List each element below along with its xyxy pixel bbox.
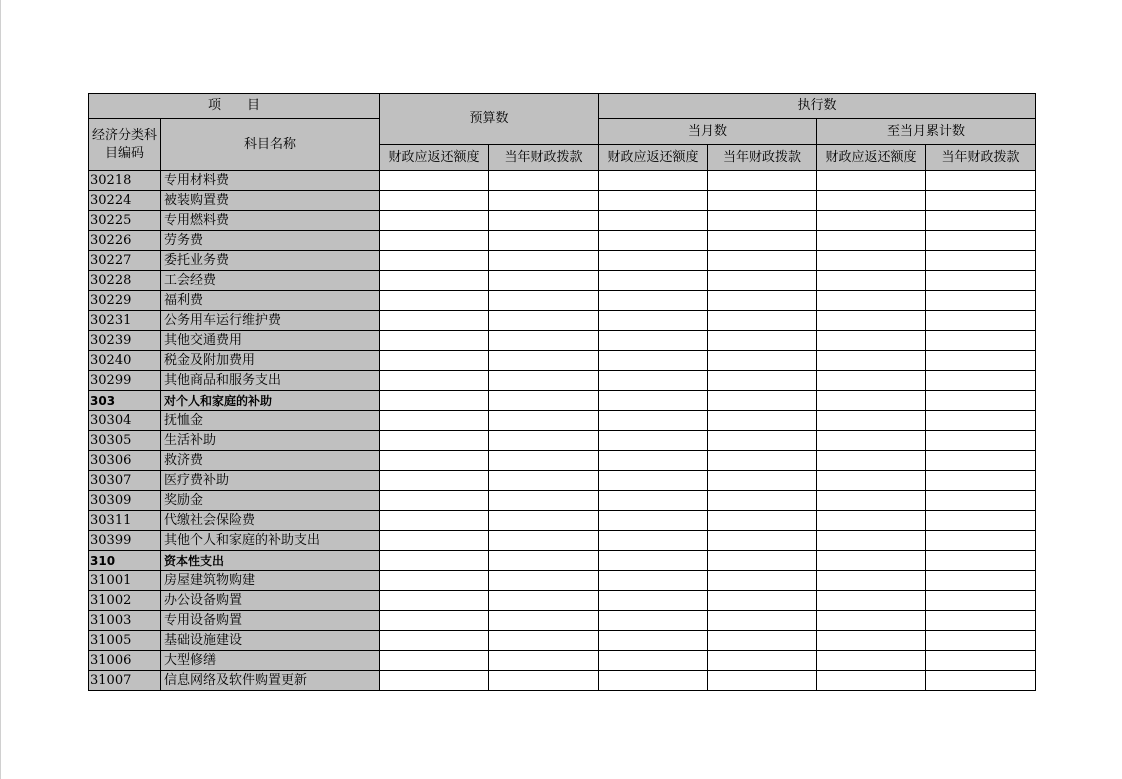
cumulative-return-quota-cell[interactable] <box>817 631 926 651</box>
cumulative-return-quota-cell[interactable] <box>817 291 926 311</box>
budget-current-appropriation-cell[interactable] <box>489 411 599 431</box>
month-return-quota-header[interactable]: 财政应返还额度 <box>599 145 708 171</box>
budget-current-appropriation-cell[interactable] <box>489 431 599 451</box>
subject-name-cell[interactable]: 信息网络及软件购置更新 <box>161 671 380 691</box>
cumulative-current-appropriation-cell[interactable] <box>926 191 1036 211</box>
month-current-appropriation-cell[interactable] <box>708 211 817 231</box>
month-return-quota-cell[interactable] <box>599 231 708 251</box>
econ-code-header[interactable]: 经济分类科目编码 <box>89 119 161 171</box>
cumulative-current-appropriation-cell[interactable] <box>926 291 1036 311</box>
cumulative-return-quota-cell[interactable] <box>817 571 926 591</box>
cumulative-return-quota-cell[interactable] <box>817 391 926 411</box>
cumulative-current-appropriation-cell[interactable] <box>926 251 1036 271</box>
table-row <box>89 531 1036 551</box>
month-current-appropriation-cell[interactable] <box>708 271 817 291</box>
budget-current-appropriation-cell[interactable] <box>489 371 599 391</box>
budget-current-appropriation-cell[interactable] <box>489 491 599 511</box>
cumulative-current-appropriation-cell[interactable] <box>926 511 1036 531</box>
month-return-quota-cell[interactable] <box>599 651 708 671</box>
econ-code-cell[interactable]: 30304 <box>89 411 161 431</box>
month-current-appropriation-header[interactable]: 当年财政拨款 <box>708 145 817 171</box>
econ-code-cell[interactable]: 30305 <box>89 431 161 451</box>
month-current-appropriation-cell[interactable] <box>708 311 817 331</box>
month-current-appropriation-cell[interactable] <box>708 451 817 471</box>
cumulative-return-quota-cell[interactable] <box>817 431 926 451</box>
cumulative-return-quota-cell[interactable] <box>817 251 926 271</box>
subject-name-cell[interactable]: 专用设备购置 <box>161 611 380 631</box>
month-return-quota-cell[interactable] <box>599 511 708 531</box>
cumulative-current-appropriation-cell[interactable] <box>926 231 1036 251</box>
month-return-quota-cell[interactable] <box>599 271 708 291</box>
budget-current-appropriation-cell[interactable] <box>489 631 599 651</box>
month-current-appropriation-cell[interactable] <box>708 371 817 391</box>
subject-name-cell[interactable]: 公务用车运行维护费 <box>161 311 380 331</box>
econ-code-cell[interactable]: 30229 <box>89 291 161 311</box>
subject-name-cell[interactable]: 劳务费 <box>161 231 380 251</box>
cumulative-return-quota-cell[interactable] <box>817 491 926 511</box>
table-row <box>89 491 1036 511</box>
table-row <box>89 671 1036 691</box>
table-row <box>89 391 1036 411</box>
month-return-quota-cell[interactable] <box>599 491 708 511</box>
budget-current-appropriation-cell[interactable] <box>489 351 599 371</box>
cumulative-return-quota-cell[interactable] <box>817 551 926 571</box>
subject-name-cell[interactable]: 被装购置费 <box>161 191 380 211</box>
month-return-quota-cell[interactable] <box>599 331 708 351</box>
cumulative-current-appropriation-cell[interactable] <box>926 631 1036 651</box>
subject-name-cell[interactable]: 其他个人和家庭的补助支出 <box>161 531 380 551</box>
month-current-appropriation-cell[interactable] <box>708 391 817 411</box>
cumulative-return-quota-cell[interactable] <box>817 591 926 611</box>
budget-return-quota-cell[interactable] <box>380 411 489 431</box>
econ-code-cell[interactable]: 30309 <box>89 491 161 511</box>
month-current-appropriation-cell[interactable] <box>708 511 817 531</box>
econ-code-cell[interactable]: 30231 <box>89 311 161 331</box>
budget-current-appropriation-cell[interactable] <box>489 651 599 671</box>
subject-name-cell[interactable]: 代缴社会保险费 <box>161 511 380 531</box>
subject-name-cell[interactable]: 大型修缮 <box>161 651 380 671</box>
budget-current-appropriation-cell[interactable] <box>489 551 599 571</box>
cumulative-current-appropriation-cell[interactable] <box>926 271 1036 291</box>
budget-current-appropriation-cell[interactable] <box>489 471 599 491</box>
cumulative-return-quota-cell[interactable] <box>817 171 926 191</box>
month-current-appropriation-cell[interactable] <box>708 251 817 271</box>
budget-return-quota-cell[interactable] <box>380 671 489 691</box>
econ-code-cell[interactable]: 30307 <box>89 471 161 491</box>
budget-return-quota-cell[interactable] <box>380 371 489 391</box>
cumulative-current-appropriation-cell[interactable] <box>926 491 1036 511</box>
econ-code-cell[interactable]: 30227 <box>89 251 161 271</box>
cumulative-return-quota-cell[interactable] <box>817 271 926 291</box>
cumulative-return-quota-cell[interactable] <box>817 371 926 391</box>
econ-code-cell[interactable]: 303 <box>89 391 161 411</box>
budget-return-quota-cell[interactable] <box>380 611 489 631</box>
econ-code-cell[interactable]: 30299 <box>89 371 161 391</box>
econ-code-cell[interactable]: 30218 <box>89 171 161 191</box>
subject-name-cell[interactable]: 房屋建筑物购建 <box>161 571 380 591</box>
cumulative-current-appropriation-cell[interactable] <box>926 371 1036 391</box>
month-return-quota-cell[interactable] <box>599 471 708 491</box>
econ-code-cell[interactable]: 30225 <box>89 211 161 231</box>
budget-return-quota-cell[interactable] <box>380 451 489 471</box>
table-row <box>89 651 1036 671</box>
cumulative-current-appropriation-cell[interactable] <box>926 171 1036 191</box>
cumulative-current-appropriation-cell[interactable] <box>926 671 1036 691</box>
budget-current-appropriation-cell[interactable] <box>489 311 599 331</box>
budget-return-quota-cell[interactable] <box>380 651 489 671</box>
table-row <box>89 211 1036 231</box>
budget-current-appropriation-cell[interactable] <box>489 191 599 211</box>
cumulative-current-appropriation-cell[interactable] <box>926 591 1036 611</box>
month-return-quota-cell[interactable] <box>599 391 708 411</box>
budget-current-appropriation-cell[interactable] <box>489 591 599 611</box>
month-current-appropriation-cell[interactable] <box>708 231 817 251</box>
page-edge <box>0 0 1 779</box>
budget-return-quota-cell[interactable] <box>380 231 489 251</box>
table-row <box>89 631 1036 651</box>
budget-return-quota-cell[interactable] <box>380 391 489 411</box>
month-current-appropriation-cell[interactable] <box>708 571 817 591</box>
budget-current-appropriation-cell[interactable] <box>489 511 599 531</box>
subject-name-cell[interactable]: 救济费 <box>161 451 380 471</box>
budget-current-appropriation-cell[interactable] <box>489 271 599 291</box>
table-row <box>89 331 1036 351</box>
month-return-quota-cell[interactable] <box>599 671 708 691</box>
subject-name-cell[interactable]: 资本性支出 <box>161 551 380 571</box>
budget-header[interactable]: 预算数 <box>380 94 599 145</box>
month-return-quota-cell[interactable] <box>599 551 708 571</box>
subject-name-cell[interactable]: 工会经费 <box>161 271 380 291</box>
cumulative-return-quota-cell[interactable] <box>817 611 926 631</box>
month-return-quota-cell[interactable] <box>599 591 708 611</box>
econ-code-cell[interactable]: 31003 <box>89 611 161 631</box>
table-row <box>89 271 1036 291</box>
budget-return-quota-cell[interactable] <box>380 571 489 591</box>
subject-name-cell[interactable]: 专用燃料费 <box>161 211 380 231</box>
budget-return-quota-cell[interactable] <box>380 251 489 271</box>
budget-return-quota-cell[interactable] <box>380 631 489 651</box>
budget-current-appropriation-cell[interactable] <box>489 291 599 311</box>
table-row <box>89 311 1036 331</box>
cumulative-current-appropriation-cell[interactable] <box>926 331 1036 351</box>
budget-return-quota-cell[interactable] <box>380 551 489 571</box>
month-current-appropriation-cell[interactable] <box>708 291 817 311</box>
econ-code-cell[interactable]: 30311 <box>89 511 161 531</box>
month-return-quota-cell[interactable] <box>599 411 708 431</box>
subject-name-cell[interactable]: 生活补助 <box>161 431 380 451</box>
budget-return-quota-cell[interactable] <box>380 471 489 491</box>
month-return-quota-cell[interactable] <box>599 211 708 231</box>
econ-code-cell[interactable]: 30399 <box>89 531 161 551</box>
table-row <box>89 351 1036 371</box>
month-current-appropriation-cell[interactable] <box>708 611 817 631</box>
month-return-quota-cell[interactable] <box>599 451 708 471</box>
econ-code-cell[interactable]: 31006 <box>89 651 161 671</box>
month-current-appropriation-cell[interactable] <box>708 531 817 551</box>
subject-name-cell[interactable]: 对个人和家庭的补助 <box>161 391 380 411</box>
table-row <box>89 571 1036 591</box>
cumulative-current-appropriation-cell[interactable] <box>926 471 1036 491</box>
execution-header[interactable]: 执行数 <box>599 94 1036 119</box>
cumulative-current-appropriation-cell[interactable] <box>926 391 1036 411</box>
table-row <box>89 471 1036 491</box>
budget-current-appropriation-cell[interactable] <box>489 231 599 251</box>
table-row <box>89 591 1036 611</box>
econ-code-cell[interactable]: 31002 <box>89 591 161 611</box>
cumulative-current-appropriation-cell[interactable] <box>926 411 1036 431</box>
month-return-quota-cell[interactable] <box>599 611 708 631</box>
budget-current-appropriation-cell[interactable] <box>489 531 599 551</box>
month-return-quota-cell[interactable] <box>599 531 708 551</box>
month-current-appropriation-cell[interactable] <box>708 351 817 371</box>
table-row <box>89 191 1036 211</box>
cumulative-return-quota-cell[interactable] <box>817 331 926 351</box>
subject-name-header[interactable]: 科目名称 <box>161 119 380 171</box>
budget-return-quota-cell[interactable] <box>380 171 489 191</box>
budget-table <box>88 93 1036 691</box>
subject-name-cell[interactable]: 医疗费补助 <box>161 471 380 491</box>
econ-code-cell[interactable]: 31001 <box>89 571 161 591</box>
month-return-quota-cell[interactable] <box>599 291 708 311</box>
budget-current-appropriation-cell[interactable] <box>489 451 599 471</box>
econ-code-cell[interactable]: 30224 <box>89 191 161 211</box>
cumulative-current-appropriation-cell[interactable] <box>926 651 1036 671</box>
econ-code-cell[interactable]: 30306 <box>89 451 161 471</box>
budget-return-quota-cell[interactable] <box>380 431 489 451</box>
month-current-appropriation-cell[interactable] <box>708 471 817 491</box>
econ-code-cell[interactable]: 31007 <box>89 671 161 691</box>
subject-name-cell[interactable]: 税金及附加费用 <box>161 351 380 371</box>
month-current-appropriation-cell[interactable] <box>708 591 817 611</box>
month-return-quota-cell[interactable] <box>599 311 708 331</box>
month-current-appropriation-cell[interactable] <box>708 671 817 691</box>
month-return-quota-cell[interactable] <box>599 571 708 591</box>
current-month-header[interactable]: 当月数 <box>599 119 817 145</box>
subject-name-cell[interactable]: 办公设备购置 <box>161 591 380 611</box>
budget-return-quota-cell[interactable] <box>380 491 489 511</box>
project-header[interactable]: 项 目 <box>89 94 380 119</box>
subject-name-cell[interactable]: 其他商品和服务支出 <box>161 371 380 391</box>
table-row <box>89 251 1036 271</box>
table-row <box>89 611 1036 631</box>
budget-current-appropriation-cell[interactable] <box>489 331 599 351</box>
budget-return-quota-cell[interactable] <box>380 531 489 551</box>
month-return-quota-cell[interactable] <box>599 191 708 211</box>
table-row <box>89 551 1036 571</box>
econ-code-cell[interactable]: 310 <box>89 551 161 571</box>
cumulative-return-quota-cell[interactable] <box>817 311 926 331</box>
subject-name-cell[interactable]: 福利费 <box>161 291 380 311</box>
cumulative-current-appropriation-cell[interactable] <box>926 351 1036 371</box>
budget-return-quota-cell[interactable] <box>380 211 489 231</box>
budget-return-quota-cell[interactable] <box>380 291 489 311</box>
cumulative-return-quota-cell[interactable] <box>817 531 926 551</box>
table-row <box>89 231 1036 251</box>
table-row <box>89 451 1036 471</box>
table-row <box>89 411 1036 431</box>
budget-current-appropriation-cell[interactable] <box>489 251 599 271</box>
month-current-appropriation-cell[interactable] <box>708 431 817 451</box>
cumulative-current-appropriation-cell[interactable] <box>926 451 1036 471</box>
month-return-quota-cell[interactable] <box>599 171 708 191</box>
budget-current-appropriation-cell[interactable] <box>489 571 599 591</box>
econ-code-cell[interactable]: 30240 <box>89 351 161 371</box>
cumulative-return-quota-cell[interactable] <box>817 511 926 531</box>
month-current-appropriation-cell[interactable] <box>708 491 817 511</box>
month-current-appropriation-cell[interactable] <box>708 171 817 191</box>
econ-code-cell[interactable]: 31005 <box>89 631 161 651</box>
month-current-appropriation-cell[interactable] <box>708 191 817 211</box>
cumulative-header[interactable]: 至当月累计数 <box>817 119 1036 145</box>
cumulative-return-quota-cell[interactable] <box>817 451 926 471</box>
table-row <box>89 511 1036 531</box>
subject-name-cell[interactable]: 抚恤金 <box>161 411 380 431</box>
cumulative-current-appropriation-cell[interactable] <box>926 551 1036 571</box>
econ-code-cell[interactable]: 30239 <box>89 331 161 351</box>
month-return-quota-cell[interactable] <box>599 251 708 271</box>
cumulative-current-appropriation-cell[interactable] <box>926 311 1036 331</box>
month-current-appropriation-cell[interactable] <box>708 411 817 431</box>
budget-current-appropriation-cell[interactable] <box>489 611 599 631</box>
cumulative-return-quota-cell[interactable] <box>817 411 926 431</box>
cumulative-return-quota-header[interactable]: 财政应返还额度 <box>817 145 926 171</box>
cumulative-return-quota-cell[interactable] <box>817 471 926 491</box>
month-return-quota-cell[interactable] <box>599 351 708 371</box>
month-return-quota-cell[interactable] <box>599 431 708 451</box>
budget-return-quota-cell[interactable] <box>380 191 489 211</box>
budget-return-quota-cell[interactable] <box>380 351 489 371</box>
cumulative-current-appropriation-cell[interactable] <box>926 431 1036 451</box>
cumulative-current-appropriation-header[interactable]: 当年财政拨款 <box>926 145 1036 171</box>
month-current-appropriation-cell[interactable] <box>708 631 817 651</box>
budget-current-appropriation-header[interactable]: 当年财政拨款 <box>489 145 599 171</box>
subject-name-cell[interactable]: 专用材料费 <box>161 171 380 191</box>
budget-return-quota-cell[interactable] <box>380 331 489 351</box>
budget-return-quota-cell[interactable] <box>380 591 489 611</box>
cumulative-current-appropriation-cell[interactable] <box>926 211 1036 231</box>
econ-code-cell[interactable]: 30228 <box>89 271 161 291</box>
month-current-appropriation-cell[interactable] <box>708 331 817 351</box>
subject-name-cell[interactable]: 基础设施建设 <box>161 631 380 651</box>
subject-name-cell[interactable]: 奖励金 <box>161 491 380 511</box>
cumulative-return-quota-cell[interactable] <box>817 651 926 671</box>
budget-current-appropriation-cell[interactable] <box>489 211 599 231</box>
subject-name-cell[interactable]: 其他交通费用 <box>161 331 380 351</box>
cumulative-return-quota-cell[interactable] <box>817 351 926 371</box>
cumulative-current-appropriation-cell[interactable] <box>926 531 1036 551</box>
budget-current-appropriation-cell[interactable] <box>489 171 599 191</box>
cumulative-current-appropriation-cell[interactable] <box>926 571 1036 591</box>
subject-name-cell[interactable]: 委托业务费 <box>161 251 380 271</box>
cumulative-return-quota-cell[interactable] <box>817 231 926 251</box>
table-row <box>89 371 1036 391</box>
budget-return-quota-cell[interactable] <box>380 511 489 531</box>
month-current-appropriation-cell[interactable] <box>708 551 817 571</box>
cumulative-return-quota-cell[interactable] <box>817 211 926 231</box>
table-row <box>89 431 1036 451</box>
budget-return-quota-header[interactable]: 财政应返还额度 <box>380 145 489 171</box>
month-return-quota-cell[interactable] <box>599 371 708 391</box>
month-return-quota-cell[interactable] <box>599 631 708 651</box>
table-row <box>89 171 1036 191</box>
econ-code-cell[interactable]: 30226 <box>89 231 161 251</box>
budget-return-quota-cell[interactable] <box>380 271 489 291</box>
budget-return-quota-cell[interactable] <box>380 311 489 331</box>
cumulative-return-quota-cell[interactable] <box>817 671 926 691</box>
month-current-appropriation-cell[interactable] <box>708 651 817 671</box>
budget-current-appropriation-cell[interactable] <box>489 671 599 691</box>
table-row <box>89 291 1036 311</box>
cumulative-return-quota-cell[interactable] <box>817 191 926 211</box>
cumulative-current-appropriation-cell[interactable] <box>926 611 1036 631</box>
budget-current-appropriation-cell[interactable] <box>489 391 599 411</box>
